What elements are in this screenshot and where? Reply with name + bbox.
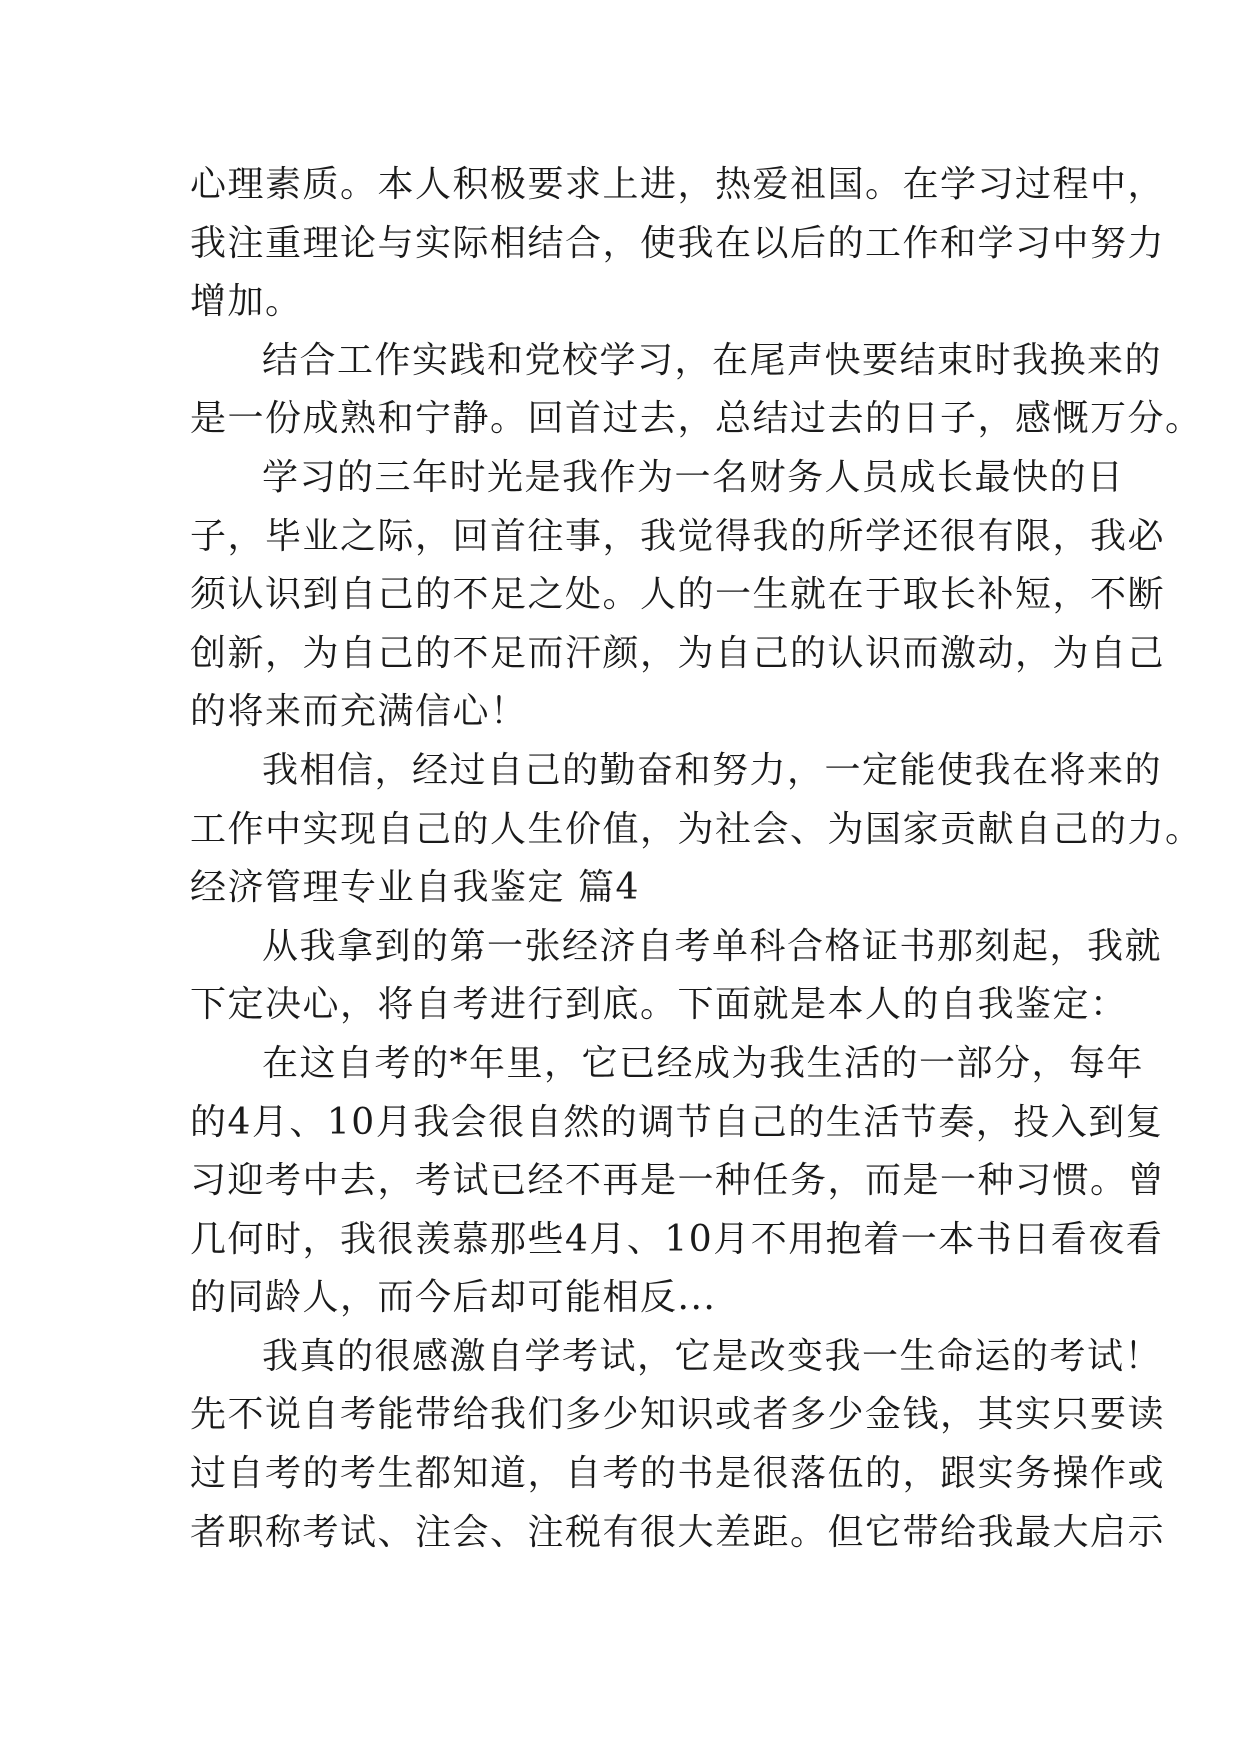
paragraph-start-line: 学习的三年时光是我作为一名财务人员成长最快的日	[262, 456, 1125, 498]
text-line: 的4月、10月我会很自然的调节自己的生活节奏，投入到复	[190, 1101, 1164, 1143]
text-line: 须认识到自己的不足之处。人的一生就在于取长补短，不断	[190, 574, 1166, 616]
text-line: 我注重理论与实际相结合，使我在以后的工作和学习中努力	[190, 222, 1166, 264]
document-body	[190, 156, 1203, 1562]
text-line: 子，毕业之际，回首往事，我觉得我的所学还很有限，我必	[190, 515, 1166, 557]
paragraph-start-line: 在这自考的*年里，它已经成为我生活的一部分，每年	[262, 1042, 1145, 1084]
paragraph-start-line: 我相信，经过自己的勤奋和努力，一定能使我在将来的	[262, 749, 1163, 791]
text-line: 习迎考中去，考试已经不再是一种任务，而是一种习惯。曾	[190, 1160, 1166, 1202]
text-line: 过自考的考生都知道，自考的书是很落伍的，跟实务操作或	[190, 1453, 1166, 1495]
section-heading: 经济管理专业自我鉴定 篇4	[190, 867, 640, 909]
text-line: 是一份成熟和宁静。回首过去，总结过去的日子，感慨万分。	[190, 398, 1203, 440]
text-line: 心理素质。本人积极要求上进，热爱祖国。在学习过程中，	[190, 164, 1166, 205]
text-line: 的同龄人，而今后却可能相反...	[190, 1277, 717, 1319]
paragraph-start-line: 从我拿到的第一张经济自考单科合格证书那刻起，我就	[262, 925, 1163, 967]
text-line: 几何时，我很羡慕那些4月、10月不用抱着一本书日看夜看	[190, 1218, 1164, 1260]
text-line: 的将来而充满信心！	[190, 691, 528, 733]
paragraph-start-line: 结合工作实践和党校学习，在尾声快要结束时我换来的	[262, 339, 1163, 381]
text-line: 工作中实现自己的人生价值，为社会、为国家贡献自己的力。	[190, 808, 1203, 850]
text-line: 创新，为自己的不足而汗颜，为自己的认识而激动，为自己	[190, 632, 1166, 674]
text-line: 下定决心，将自考进行到底。下面就是本人的自我鉴定：	[190, 984, 1128, 1026]
text-line: 增加。	[190, 281, 303, 323]
paragraph-start-line: 我真的很感激自学考试，它是改变我一生命运的考试！	[262, 1335, 1163, 1377]
text-line: 者职称考试、注会、注税有很大差距。但它带给我最大启示	[190, 1511, 1166, 1553]
text-line: 先不说自考能带给我们多少知识或者多少金钱，其实只要读	[190, 1394, 1166, 1436]
